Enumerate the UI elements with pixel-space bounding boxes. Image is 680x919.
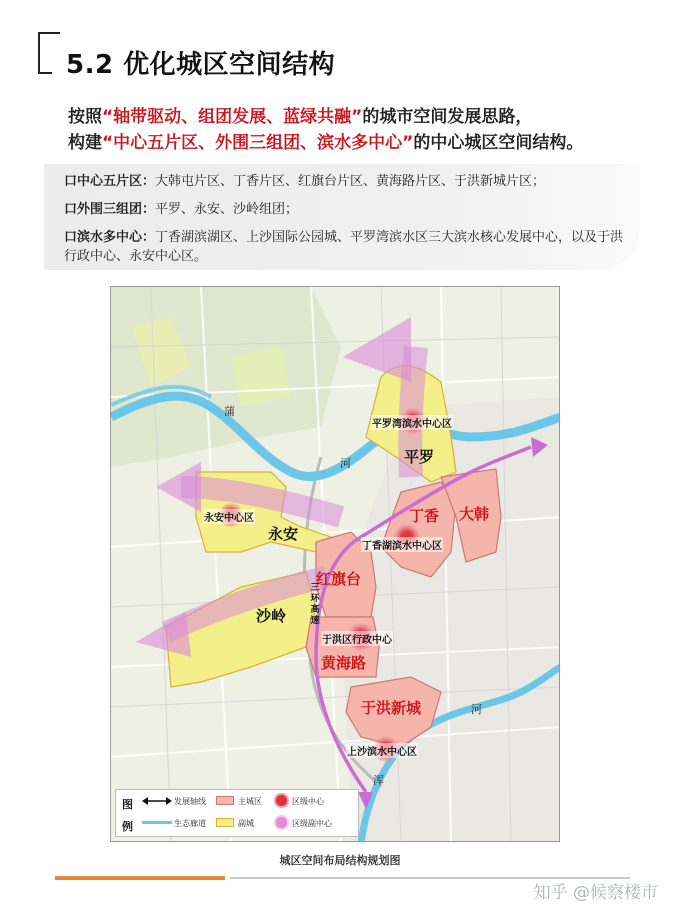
lead-line-1-highlight: “轴带驱动、组团发展、蓝绿共融” [102,107,363,127]
info-key: 口中心五片区： [64,174,156,189]
legend-district-subcenter-label: 区级副中心 [292,819,332,828]
district-label-pingluo: 平罗 [404,448,435,466]
map-caption: 城区空间布局结构规划图 [279,854,401,867]
section-title: 5.2 优化城区空间结构 [66,50,336,80]
legend-axis-symbol [142,796,172,806]
legend-district-center-icon [276,795,287,806]
legend-district-subcenter-icon [276,817,287,828]
river-label: 河 [340,457,351,470]
legend-eco-corridor-label: 生态廊道 [174,819,206,828]
info-row-outer-clusters [64,200,298,219]
lead-line-1-pre: 按照 [68,107,102,127]
lead-line-2-post: 的中心城区空间结构。 [413,133,584,153]
legend-title-bottom: 例 [122,820,133,833]
structure-info-box [44,164,640,270]
center-label-dingxianghu: 丁香湖滨水中心区 [361,537,443,552]
lead-line-1 [68,102,658,127]
lead-line-2-pre: 构建 [68,133,102,153]
river-label: 河 [471,703,482,716]
district-label-dingxiang: 丁香 [409,507,440,525]
legend-title-top: 图 [122,798,133,811]
legend-district-center-label: 区级中心 [292,797,324,806]
info-value: 大韩屯片区、丁香片区、红旗台片区、黄海路片区、于洪新城片区； [155,174,546,189]
lead-line-2 [68,128,658,153]
map-legend [115,789,359,837]
watermark: 知乎 @候察楼市 [533,883,658,903]
section-corner-mark [38,32,60,72]
district-label-yongan: 永安 [268,525,299,543]
center-label-pingluowan: 平罗湾滨水中心区 [371,415,453,430]
district-label-yuhongxincheng: 于洪新城 [361,699,422,717]
district-label-dahan: 大韩 [459,505,490,523]
river-label: 浑 [373,774,384,787]
info-row-center-districts [64,172,545,191]
center-label-yuhong-admin: 于洪区行政中心 [321,631,393,646]
ring-road-label: 三环高速 [310,583,320,626]
info-row-waterfront-centers [64,228,634,266]
lead-line-2-highlight: “中心五片区、外围三组团、滨水多中心” [102,133,414,153]
farmland-patch [231,347,291,407]
info-key: 口滨水多中心： [64,230,156,245]
center-label-yongan: 永安中心区 [203,509,255,524]
legend-sub-city-label: 副城 [238,819,254,828]
map-graphic [111,287,560,842]
legend-sub-city-swatch [216,818,234,827]
legend-eco-corridor-symbol [142,821,172,824]
district-label-hongqitai: 红旗台 [316,570,362,588]
river-label: 蒲 [224,405,235,418]
spatial-structure-map [110,286,560,842]
footer-accent-bar [55,876,225,880]
legend-axis-label: 发展轴线 [174,797,206,806]
center-label-shangsha: 上沙滨水中心区 [346,743,418,758]
info-value: 平罗、永安、沙岭组团； [155,202,299,217]
district-label-shaling: 沙岭 [256,607,287,625]
info-value: 丁香湖滨湖区、上沙国际公园城、平罗湾滨水区三大滨水核心发展中心，以及于洪行政中心、永安中心区。 [64,230,624,264]
lead-line-1-post: 的城市空间发展思路， [362,107,533,127]
district-label-huanghailu: 黄海路 [321,654,367,672]
info-key: 口外围三组团： [64,202,156,217]
legend-main-city-label: 主城区 [238,797,262,806]
legend-main-city-swatch [216,796,234,805]
